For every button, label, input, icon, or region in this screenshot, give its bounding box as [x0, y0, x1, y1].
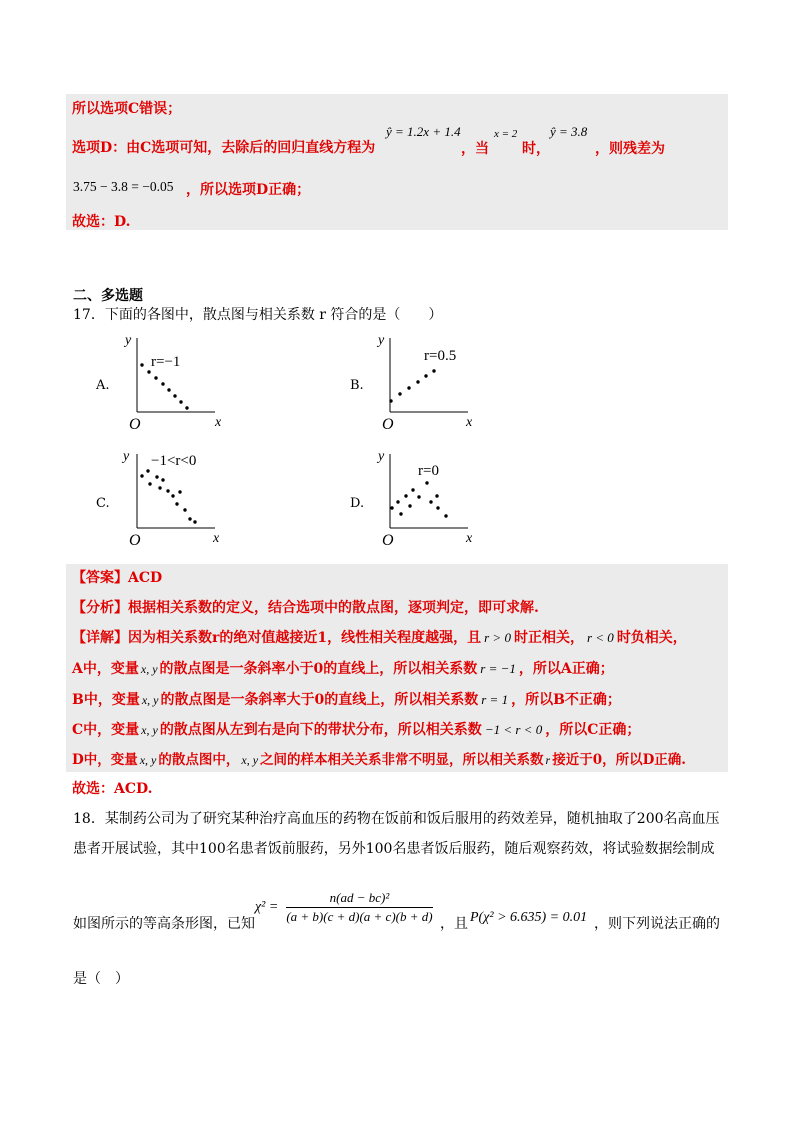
x-equals-2: x = 2 [494, 128, 518, 140]
axis-y-label: y [125, 333, 132, 348]
r-label: r=0.5 [424, 348, 457, 364]
solution-line-1 [72, 99, 181, 119]
data-point [161, 382, 164, 385]
text: D中，变量 [72, 752, 138, 768]
data-point [154, 376, 157, 379]
answer-line [72, 568, 162, 588]
math-inline: r = 1 [481, 692, 509, 707]
origin-label: O [129, 416, 141, 433]
text: 接近于0，所以D正确. [552, 752, 687, 768]
data-point [416, 380, 419, 383]
data-point [183, 508, 186, 511]
data-point [435, 494, 438, 497]
data-point [408, 504, 411, 507]
text: C中，变量 [72, 722, 140, 738]
math-inline: x, y [139, 753, 157, 767]
section-title: 二、多选题 [73, 288, 143, 304]
solution-line-4 [72, 212, 131, 232]
probability-expression: P(χ² > 6.635) = 0.01 [470, 910, 588, 925]
text: 时正相关， [513, 630, 584, 646]
data-point [444, 514, 447, 517]
data-point [147, 370, 150, 373]
data-point [399, 512, 402, 515]
axis-y-label: y [123, 449, 130, 464]
text: 的散点图中， [158, 752, 240, 768]
data-point [148, 482, 151, 485]
data-point [404, 494, 407, 497]
scatter-option-a [115, 328, 230, 433]
axis-y-label: y [378, 449, 385, 464]
residual-equation: 3.75 − 3.8 = −0.05 [73, 179, 174, 194]
text: 的散点图是一条斜率小于0的直线上，所以相关系数 [159, 661, 478, 677]
chi-lhs: χ² = [255, 899, 279, 915]
math-inline: −1 < r < 0 [484, 722, 543, 737]
axis-x-label: x [215, 415, 222, 430]
math-inline: x, y [141, 723, 158, 737]
data-point [390, 506, 393, 509]
data-point [407, 386, 410, 389]
origin-label: O [382, 416, 394, 433]
text: B中，变量 [72, 692, 140, 708]
axis-x-label: x [466, 531, 473, 546]
text: 所以选项C错误； [72, 101, 182, 117]
question-18-line-3-a: 如图所示的等高条形图，已知 [73, 916, 255, 932]
text: 的散点图是一条斜率大于0的直线上，所以相关系数 [160, 692, 479, 708]
math-inline: r > 0 [484, 630, 511, 645]
math-inline: r [545, 753, 551, 767]
option-a-letter: A. [96, 378, 110, 393]
option-d-letter: D. [350, 496, 365, 511]
fraction-numerator: n(ad − bc)² [286, 890, 432, 908]
origin-label: O [382, 532, 394, 549]
math-inline: x, y [241, 753, 259, 767]
data-point [389, 399, 392, 402]
text: 的散点图从左到右是向下的带状分布，所以相关系数 [159, 722, 482, 738]
answer-value: ACD [128, 570, 163, 586]
question-18-line-3-c: ，则下列说法正确的 [594, 916, 720, 932]
origin-label: O [129, 532, 141, 549]
data-point [155, 475, 158, 478]
analysis-line [72, 598, 539, 618]
data-point [432, 369, 435, 372]
data-point [417, 495, 420, 498]
text: 故选：ACD. [72, 781, 153, 797]
scatter-option-c [115, 444, 230, 549]
data-point [167, 388, 170, 391]
data-point [425, 481, 428, 484]
data-point [424, 374, 427, 377]
text: 之间的样本相关关系非常不明显，所以相关系数 [260, 752, 544, 768]
data-point [411, 488, 414, 491]
question-18-line-4: 是（ ） [73, 971, 129, 987]
data-point [178, 490, 181, 493]
detail-line-a [72, 659, 614, 679]
detail-label: 【详解】 [72, 630, 128, 646]
fraction-denominator: (a + b)(c + d)(a + c)(b + d) [286, 909, 433, 924]
data-point [188, 517, 191, 520]
question-18-line-1: 18．某制药公司为了研究某种治疗高血压的药物在饭前和饭后服用的药效差异，随机抽取了200名高血压 [73, 811, 720, 827]
question-18-line-3-b: ，且 [440, 916, 468, 932]
math-inline: x, y [140, 662, 158, 676]
data-point [436, 506, 439, 509]
text-d-correct: ，所以选项D正确； [186, 182, 311, 198]
r-label: r=−1 [151, 354, 181, 370]
text-residual: ，则残差为 [595, 141, 665, 157]
solution-line-2 [72, 138, 375, 158]
option-c-letter: C. [96, 496, 110, 511]
detail-line [72, 628, 687, 648]
text: ，所以C正确； [545, 722, 641, 738]
text: A中，变量 [72, 661, 139, 677]
chi-square-formula [255, 890, 437, 925]
r-label: −1<r<0 [151, 453, 197, 469]
analysis-text: 根据相关系数的定义，结合选项中的散点图，逐项判定，即可求解. [128, 600, 539, 616]
data-point [140, 363, 143, 366]
data-point [161, 478, 164, 481]
chi-fraction [286, 890, 432, 925]
data-point [166, 489, 169, 492]
detail-line-c [72, 720, 640, 740]
math-inline: r = −1 [480, 661, 516, 676]
r-label: r=0 [418, 463, 439, 479]
data-point [140, 474, 143, 477]
option-b-letter: B. [350, 378, 364, 393]
data-point [173, 394, 176, 397]
text: 故选：D. [72, 214, 131, 230]
scatter-option-d [368, 444, 483, 549]
question-17-stem: 17．下面的各图中，散点图与相关系数 r 符合的是（ ） [73, 307, 443, 323]
regression-equation: ŷ = 1.2x + 1.4 [386, 124, 461, 139]
data-point [171, 494, 174, 497]
data-point [175, 502, 178, 505]
analysis-label: 【分析】 [72, 600, 128, 616]
answer-label: 【答案】 [72, 570, 128, 586]
text: 选项D：由C选项可知，去除后的回归直线方程为 [72, 140, 376, 156]
math-inline: x, y [141, 693, 159, 707]
scatter-option-b [368, 328, 483, 433]
text: ，所以B不正确； [511, 692, 621, 708]
data-point [185, 406, 188, 409]
text: 时负相关， [616, 630, 687, 646]
data-point [396, 500, 399, 503]
data-point [193, 520, 196, 523]
text-dang: ，当 [461, 141, 489, 157]
data-point [146, 469, 149, 472]
data-point [429, 500, 432, 503]
axis-y-label: y [378, 333, 385, 348]
final-answer [72, 779, 153, 799]
text: ，所以A正确； [518, 661, 614, 677]
detail-line-d [72, 750, 686, 770]
y-hat-value: ŷ = 3.8 [550, 124, 588, 139]
text-shi: 时， [522, 141, 550, 157]
math-inline: r < 0 [586, 630, 614, 645]
axis-x-label: x [466, 415, 473, 430]
data-point [398, 392, 401, 395]
text: 因为相关系数r的绝对值越接近1，线性相关程度越强，且 [128, 630, 482, 646]
data-point [179, 400, 182, 403]
axis-x-label: x [213, 531, 220, 546]
data-point [158, 486, 161, 489]
detail-line-b [72, 690, 621, 710]
question-18-line-2: 患者开展试验，其中100名患者饭前服药，另外100名患者饭后服药，随后观察药效，将试验数据绘制成 [73, 841, 715, 857]
